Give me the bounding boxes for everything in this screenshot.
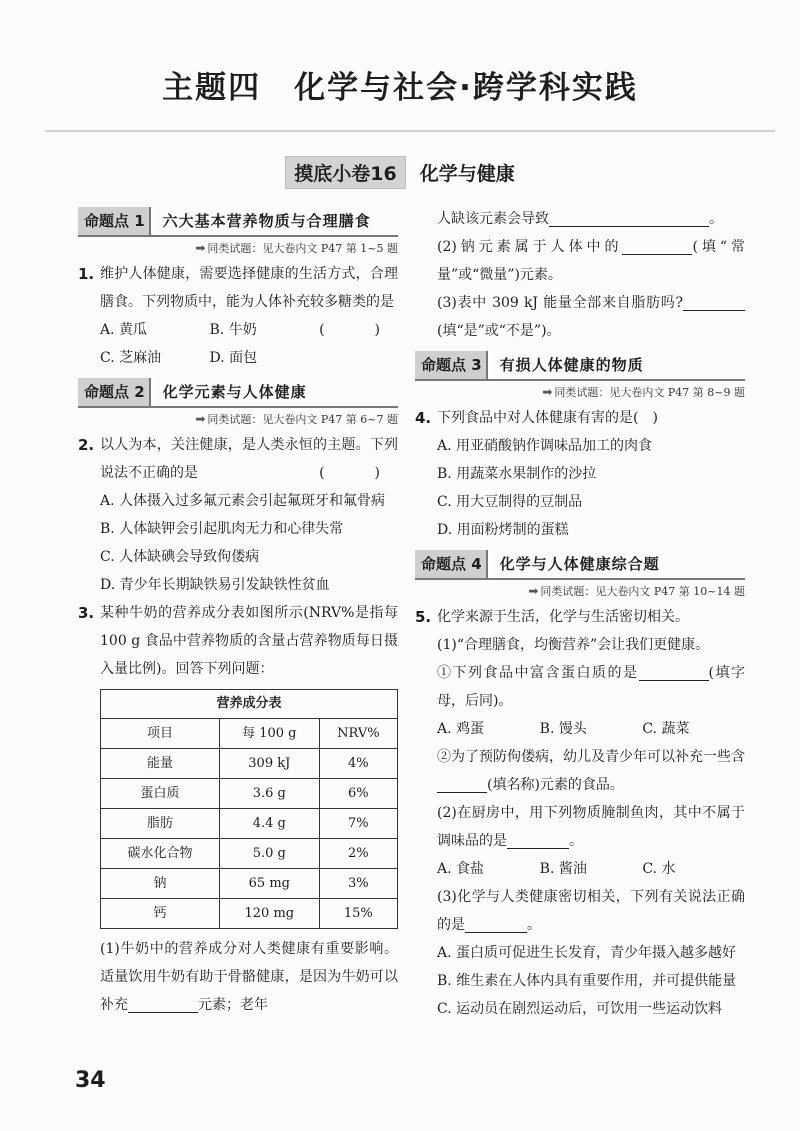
topic-badge: 命题点 3 xyxy=(415,351,492,379)
table-row xyxy=(101,899,398,929)
table-cell: 3% xyxy=(319,869,397,899)
topic-name: 化学元素与人体健康 xyxy=(162,383,307,401)
answer-blank[interactable] xyxy=(639,663,709,681)
option-a: A. 鸡蛋 xyxy=(437,721,485,737)
question-stem: 化学来源于生活，化学与生活密切相关。 xyxy=(437,609,689,625)
nutrition-table xyxy=(100,689,398,929)
table-cell: 3.6 g xyxy=(219,779,319,809)
table-header-row xyxy=(101,719,398,749)
option-c: C. 芝麻油 xyxy=(100,350,162,366)
q5-part-1-1-options xyxy=(415,715,745,743)
q5-part-1-1: ①下列食品中富含蛋白质的是 (填字母，后同)。 xyxy=(437,665,745,709)
question-number: 1. xyxy=(78,265,95,283)
topic-header-4 xyxy=(415,550,745,580)
table-cell: 120 mg xyxy=(219,899,319,929)
table-row xyxy=(101,809,398,839)
q3-part-1: (1)牛奶中的营养成分对人类健康有重要影响。适量饮用牛奶有助于骨骼健康，是因为牛奶可以补充 元素；老年 xyxy=(100,941,398,1013)
table-header: 每 100 g xyxy=(219,719,319,749)
q5-part-1-2: ②为了预防佝偻病，幼儿及青少年可以补充一些含(填名称)元素的食品。 xyxy=(437,749,745,793)
option-d: D. 面包 xyxy=(209,350,258,366)
answer-blank[interactable] xyxy=(549,209,709,227)
question-number: 5. xyxy=(415,608,432,626)
left-column xyxy=(78,205,398,1019)
arrow-right-icon: ➡ xyxy=(528,584,539,598)
table-cell: 5.0 g xyxy=(219,839,319,869)
topic-reference: ➡ 同类试题：见大卷内文 P47 第 10~14 题 xyxy=(528,584,745,598)
question-number: 4. xyxy=(415,409,432,427)
table-row xyxy=(101,839,398,869)
question-5 xyxy=(415,603,745,631)
q5-part-2-options xyxy=(415,855,745,883)
option-b: B. 人体缺钾会引起肌肉无力和心律失常 xyxy=(100,521,344,537)
table-row xyxy=(101,869,398,899)
table-header: NRV% xyxy=(319,719,397,749)
table-cell: 15% xyxy=(319,899,397,929)
table-cell: 碳水化合物 xyxy=(101,839,220,869)
topic-badge: 命题点 4 xyxy=(415,550,492,578)
q3-part-3: (3)表中 309 kJ 能量全部来自脂肪吗?(填“是”或“不是”)。 xyxy=(415,289,745,345)
topic-badge: 命题点 1 xyxy=(78,207,155,235)
arrow-right-icon: ➡ xyxy=(195,241,206,255)
option-a: A. 用亚硝酸钠作调味品加工的肉食 xyxy=(437,438,653,454)
question-stem: 下列食品中对人体健康有害的是 xyxy=(437,410,633,426)
table-cell: 2% xyxy=(319,839,397,869)
table-cell: 能量 xyxy=(101,749,220,779)
option-c: C. 运动员在剧烈运动后，可饮用一些运动饮料 xyxy=(437,1001,723,1017)
option-c: C. 人体缺碘会导致佝偻病 xyxy=(100,549,260,565)
question-4 xyxy=(415,404,745,432)
option-a: A. 食盐 xyxy=(437,861,485,877)
option-b: B. 牛奶 xyxy=(209,322,257,338)
option-d: D. 青少年长期缺铁易引发缺铁性贫血 xyxy=(100,577,330,593)
topic-name: 六大基本营养物质与合理膳食 xyxy=(162,212,371,230)
question-stem: 维护人体健康，需要选择健康的生活方式，合理膳食。下列物质中，能为人体补充较多糖类的是 xyxy=(100,266,398,310)
question-number: 3. xyxy=(78,604,95,622)
table-row xyxy=(101,749,398,779)
topic-header-2 xyxy=(78,378,398,408)
table-cell: 65 mg xyxy=(219,869,319,899)
topic-reference: ➡ 同类试题：见大卷内文 P47 第 6~7 题 xyxy=(195,412,398,426)
answer-blank[interactable] xyxy=(465,915,527,933)
q5-part-1: (1)“合理膳食，均衡营养”会让我们更健康。 xyxy=(437,637,710,653)
table-cell: 蛋白质 xyxy=(101,779,220,809)
answer-blank[interactable] xyxy=(507,831,569,849)
table-cell: 4% xyxy=(319,749,397,779)
table-caption: 营养成分表 xyxy=(101,690,398,719)
table-cell: 脂肪 xyxy=(101,809,220,839)
set-title xyxy=(0,156,800,189)
option-b: B. 维生素在人体内具有重要作用，并可提供能量 xyxy=(437,973,737,989)
option-b: B. 馒头 xyxy=(539,721,587,737)
option-c: C. 用大豆制得的豆制品 xyxy=(437,494,583,510)
answer-blank[interactable] xyxy=(128,995,198,1013)
option-a: A. 蛋白质可促进生长发育，青少年摄入越多越好 xyxy=(437,945,737,961)
topic-name: 化学与人体健康综合题 xyxy=(499,555,660,573)
topic-reference: ➡ 同类试题：见大卷内文 P47 第 1~5 题 xyxy=(195,241,398,255)
option-d: D. 用面粉烤制的蛋糕 xyxy=(437,522,569,538)
option-c: C. 水 xyxy=(642,861,676,877)
table-cell: 4.4 g xyxy=(219,809,319,839)
option-c: C. 蔬菜 xyxy=(642,721,690,737)
answer-paren: ( ) xyxy=(319,465,398,481)
answer-blank[interactable] xyxy=(437,775,487,793)
topic-badge: 命题点 2 xyxy=(78,378,155,406)
question-stem: 以人为本，关注健康，是人类永恒的主题。下列说法不正确的是 xyxy=(100,437,398,481)
table-cell: 钠 xyxy=(101,869,220,899)
answer-blank[interactable] xyxy=(622,237,692,255)
question-3 xyxy=(78,599,398,683)
option-b: B. 用蔬菜水果制作的沙拉 xyxy=(437,466,597,482)
page-title: 主题四 化学与社会·跨学科实践 xyxy=(162,70,638,106)
topic-reference: ➡ 同类试题：见大卷内文 P47 第 8~9 题 xyxy=(542,385,745,399)
topic-header-1 xyxy=(78,207,398,237)
q5-part-3: (3)化学与人类健康密切相关，下列有关说法正确的是 。 xyxy=(437,889,745,933)
set-name: 化学与健康 xyxy=(419,163,515,185)
q3-part-2: (2)钠元素属于人体中的 (填“常量”或“微量”)元素。 xyxy=(437,239,745,283)
answer-blank[interactable] xyxy=(683,293,745,311)
title-divider xyxy=(45,130,775,132)
arrow-right-icon: ➡ xyxy=(542,385,553,399)
question-2 xyxy=(78,431,398,487)
answer-paren: ( ) xyxy=(633,410,658,426)
page-number: 34 xyxy=(75,1068,106,1093)
option-a: A. 黄瓜 xyxy=(100,322,148,338)
table-row xyxy=(101,779,398,809)
q5-part-2: (2)在厨房中，用下列物质腌制鱼肉，其中不属于调味品的是 。 xyxy=(437,805,745,849)
set-badge: 摸底小卷16 xyxy=(285,156,405,189)
table-cell: 309 kJ xyxy=(219,749,319,779)
table-header: 项目 xyxy=(101,719,220,749)
topic-header-3 xyxy=(415,351,745,381)
option-a: A. 人体摄入过多氟元素会引起氟斑牙和氟骨病 xyxy=(100,493,386,509)
q1-options xyxy=(78,316,319,372)
right-column xyxy=(415,205,745,1023)
table-cell: 钙 xyxy=(101,899,220,929)
table-cell: 7% xyxy=(319,809,397,839)
q3-part-1-cont: 人缺该元素会导致 。 xyxy=(437,211,723,227)
option-b: B. 酱油 xyxy=(539,861,587,877)
arrow-right-icon: ➡ xyxy=(195,412,206,426)
topic-name: 有损人体健康的物质 xyxy=(499,356,644,374)
question-stem: 某种牛奶的营养成分表如图所示(NRV%是指每 100 g 食品中营养物质的含量占营养物质每日摄入量比例)。回答下列问题： xyxy=(100,605,398,677)
table-cell: 6% xyxy=(319,779,397,809)
answer-paren: ( ) xyxy=(319,322,398,338)
question-number: 2. xyxy=(78,436,95,454)
